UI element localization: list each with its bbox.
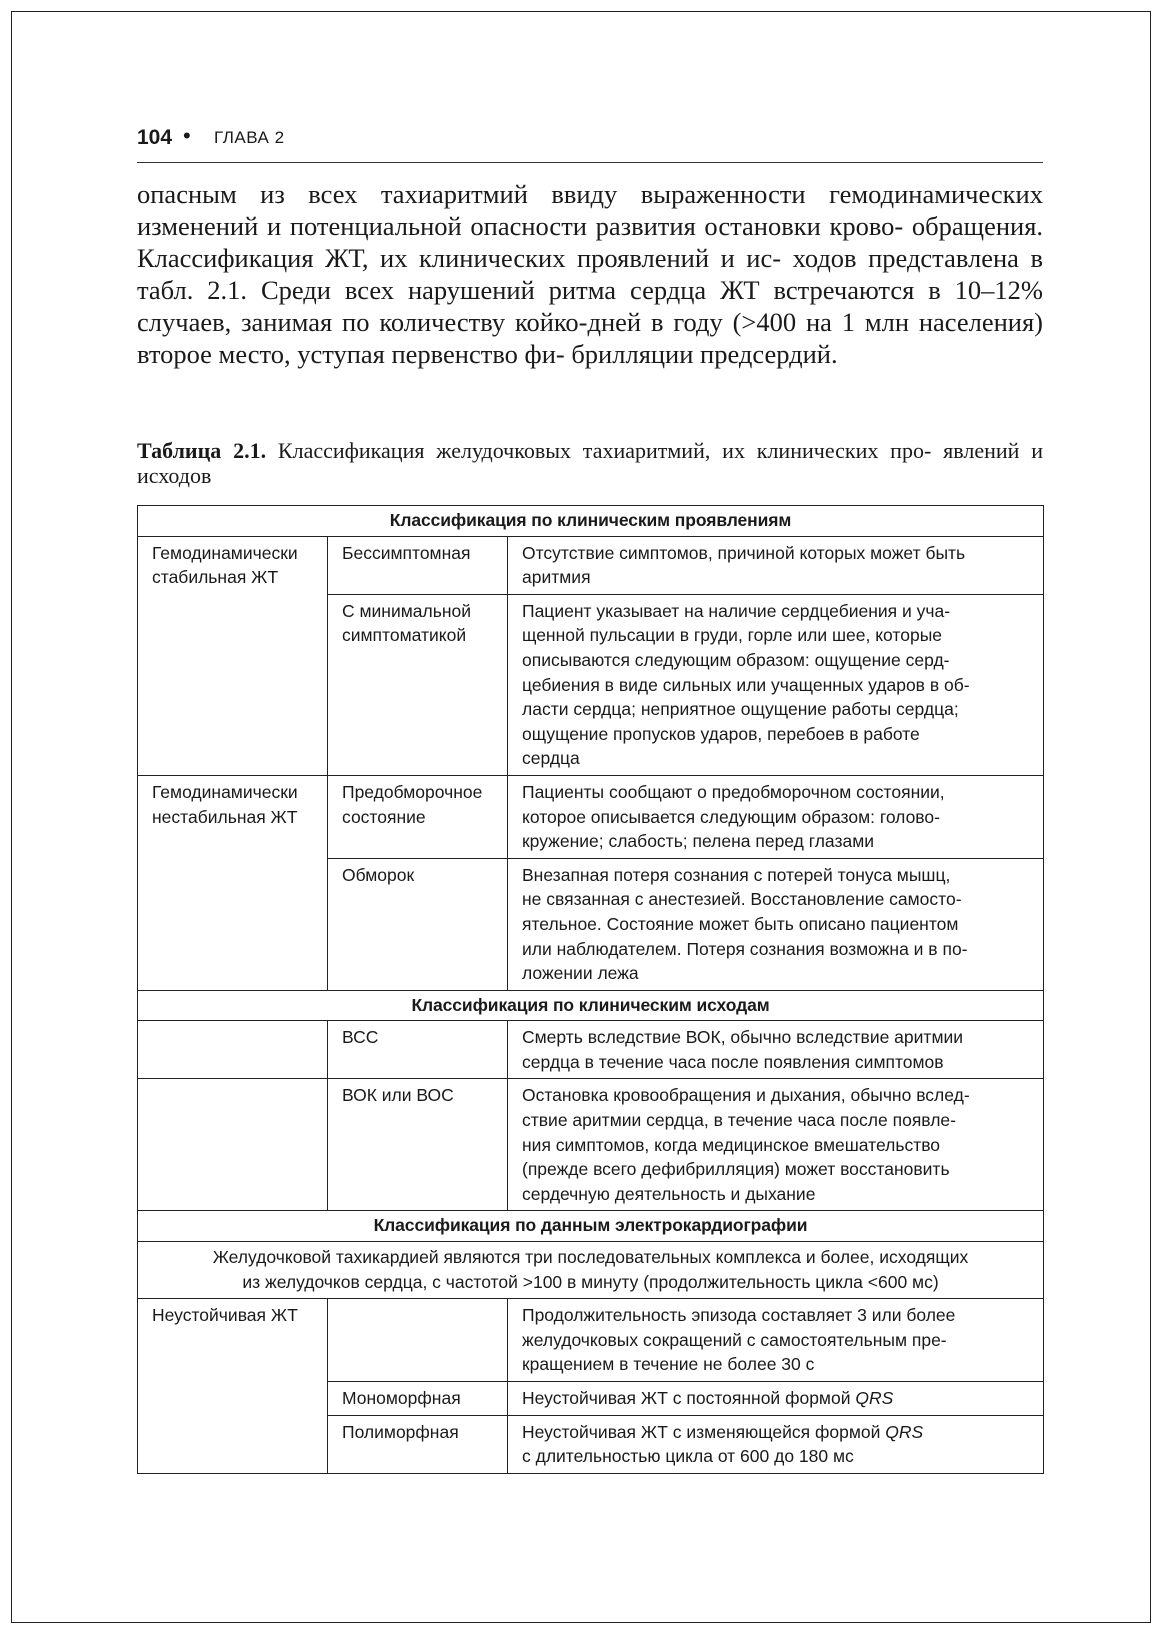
table-caption-text: явлений и исходов (137, 438, 1044, 488)
body-line: брилляции предсердий. (571, 339, 838, 369)
description-cell: Внезапная потеря сознания с потерей тонуса мышц, не связанная с анестезией. Восстановление самосто- ятельное. Состояние может быть описано пациентом или наблюдателем. Потеря сознания возможна и в по- ложении лежа (508, 858, 1044, 990)
table-row (138, 775, 1044, 858)
body-line: ЖТ встречаются в 10–12% случаев, занимая по количеству койко-дней (137, 275, 1043, 337)
body-line: опасным из всех тахиаритмий ввиду выраженности гемодинамических (137, 179, 1043, 209)
running-head (137, 123, 1043, 163)
page-number: 104 (137, 126, 173, 149)
description-cell: Неустойчивая ЖТ с постоянной формой QRS (508, 1382, 1044, 1416)
type-cell: Полиморфная (328, 1415, 508, 1473)
group-cell (138, 1079, 328, 1211)
definition-cell: Желудочковой тахикардией являются три последовательных комплекса и более, исходящих из желудочков сердца, с частотой >100 в минуту (продолжительность цикла <600 мс) (138, 1242, 1044, 1299)
description-cell: Отсутствие симптомов, причиной которых может быть аритмия (508, 536, 1044, 594)
section-title: Классификация по клиническим исходам (138, 990, 1044, 1021)
body-line: в году (>400 на 1 млн населения) второе место, уступая первенство фи- (137, 307, 1044, 369)
table-caption-text: Классификация желудочковых тахиаритмий, их клинических про- (266, 438, 932, 463)
description-cell: Остановка кровообращения и дыхания, обычно вслед- ствие аритмии сердца, в течение часа после появле- ния симптомов, когда медицинское вмешательство (прежде всего дефибрилляция) может восстановить сердечную деятельность и дыхание (508, 1079, 1044, 1211)
type-cell: С минимальной симптоматикой (328, 594, 508, 775)
table-row (138, 536, 1044, 594)
definition-row (138, 1242, 1044, 1299)
description-cell: Неустойчивая ЖТ с изменяющейся формой QRS с длительностью цикла от 600 до 180 мс (508, 1415, 1044, 1473)
table-caption (137, 438, 1043, 488)
body-line: обращения. Классификация ЖТ, их клинических проявлений и ис- (137, 211, 1044, 273)
type-cell (328, 1299, 508, 1382)
type-cell: ВСС (328, 1021, 508, 1079)
description-cell: Пациенты сообщают о предобморочном состоянии, которое описывается следующим образом: голово- кружение; слабость; пелена перед глазами (508, 775, 1044, 858)
body-line: изменений и потенциальной опасности развития остановки крово- (137, 211, 904, 241)
classification-table (137, 505, 1044, 1474)
section-header-row (138, 990, 1044, 1021)
description-cell: Продолжительность эпизода составляет 3 или более желудочковых сокращений с самостоятельным пре- кращением в течение не более 30 с (508, 1299, 1044, 1382)
type-cell: Бессимптомная (328, 536, 508, 594)
table-caption-label: Таблица 2.1. (137, 438, 267, 463)
section-title: Классификация по клиническим проявлениям (138, 506, 1044, 537)
table-row (138, 1079, 1044, 1211)
body-paragraph (137, 178, 1043, 370)
type-cell: Мономорфная (328, 1382, 508, 1416)
chapter-title: ГЛАВА 2 (214, 128, 285, 147)
description-cell: Пациент указывает на наличие сердцебиения и уча- щенной пульсации в груди, горле или шее, которые описываются следующим образом: ощущение серд- цебиения в виде сильных или учащенных ударов в об- ласти сердца; неприятное ощущение работы сердца; ощущение пропусков ударов, перебоев в работе сердца (508, 594, 1044, 775)
section-header-row (138, 506, 1044, 537)
type-cell: Предобморочное состояние (328, 775, 508, 858)
body-line: ходов представлена в табл. 2.1. Среди всех нарушений ритма сердца (137, 243, 1043, 305)
table-row (138, 1021, 1044, 1079)
description-cell: Смерть вследствие ВОК, обычно вследствие аритмии сердца в течение часа после появления симптомов (508, 1021, 1044, 1079)
type-cell: ВОК или ВОС (328, 1079, 508, 1211)
bullet-separator: • (183, 123, 191, 148)
section-title: Классификация по данным электрокардиографии (138, 1211, 1044, 1242)
group-cell (138, 1021, 328, 1079)
type-cell: Обморок (328, 858, 508, 990)
section-header-row (138, 1211, 1044, 1242)
table-row (138, 1299, 1044, 1382)
group-cell: Гемодинамически стабильная ЖТ (138, 536, 328, 775)
group-cell: Неустойчивая ЖТ (138, 1299, 328, 1474)
group-cell: Гемодинамически нестабильная ЖТ (138, 775, 328, 990)
